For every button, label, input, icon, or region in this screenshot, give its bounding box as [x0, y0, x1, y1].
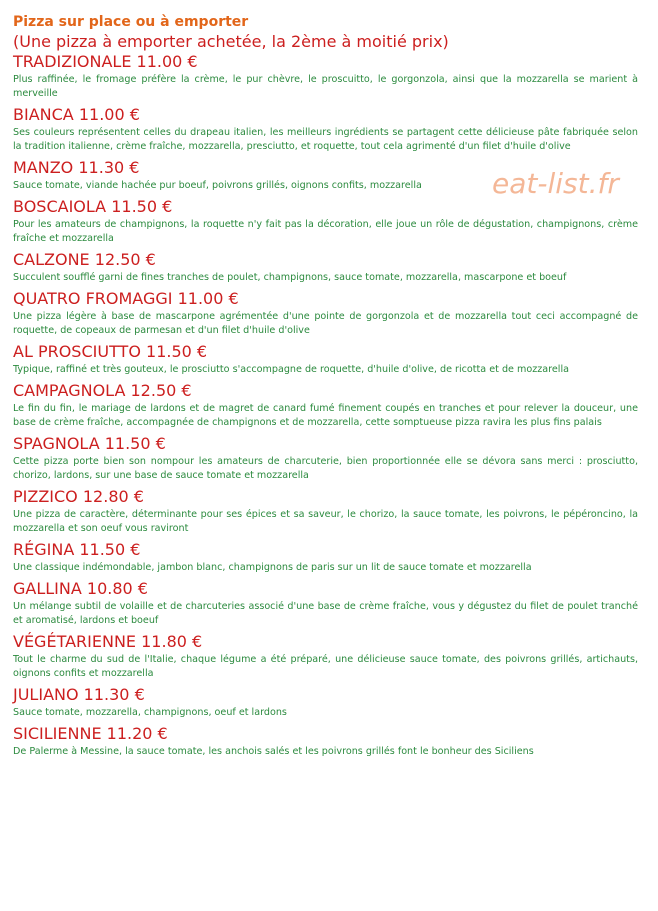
pizza-price: 11.00 €	[177, 289, 239, 308]
watermark-logo: eat-list.fr	[492, 167, 619, 200]
pizza-description: Plus raffinée, le fromage préfère la crème, le pur chèvre, le proscuitto, le gorgonzola, ainsi que la mozzarella se marient à merveille	[13, 74, 638, 99]
pizza-title	[13, 342, 638, 362]
pizza-name: BOSCAIOLA	[13, 197, 107, 216]
pizza-price: 11.00 €	[136, 52, 198, 71]
pizza-price: 10.80 €	[86, 579, 148, 598]
pizza-price: 11.50 €	[79, 540, 141, 559]
pizza-description: Une pizza de caractère, déterminante pour ses épices et sa saveur, le chorizo, la sauce tomate, les poivrons, le pépéroncino, la mozzarella et son oeuf vous raviront	[13, 509, 638, 534]
pizza-title	[13, 540, 638, 560]
pizza-description: Typique, raffiné et très gouteux, le prosciutto s'accompagne de roquette, d'huile d'olive, de ricotta et de mozzarella	[13, 364, 569, 375]
pizza-description: Ses couleurs représentent celles du drapeau italien, les meilleurs ingrédients se partagent cette délicieuse pâte fabriquée selon la tradition italienne, crème fraîche, mozzarella, presciutto, et roquette, tout cela agrimenté d'un filet d'huile d'olive	[13, 127, 638, 152]
pizza-description: Pour les amateurs de champignons, la roquette n'y fait pas la décoration, elle joue un rôle de dégustation, champignons, crème fraîche et mozzarella	[13, 219, 638, 244]
pizza-title	[13, 487, 638, 507]
pizza-description: Tout le charme du sud de l'Italie, chaque légume a été préparé, une délicieuse sauce tomate, des poivrons grillés, artichauts, oignons confits et mozzarella	[13, 654, 638, 679]
pizza-name: QUATRO FROMAGGI	[13, 289, 173, 308]
menu-item	[13, 540, 638, 575]
pizza-description: Une classique indémondable, jambon blanc, champignons de paris sur un lit de sauce tomate et mozzarella	[13, 562, 532, 573]
menu-item	[13, 289, 638, 338]
menu-page	[13, 12, 638, 763]
pizza-name: MANZO	[13, 158, 74, 177]
pizza-title	[13, 724, 638, 744]
pizza-price: 11.30 €	[83, 685, 145, 704]
pizza-name: RÉGINA	[13, 540, 75, 559]
pizza-name: PIZZICO	[13, 487, 78, 506]
pizza-description: Cette pizza porte bien son nompour les amateurs de charcuterie, bien proportionnée elle se dévora sans merci : prosciutto, chorizo, lardons, sur une base de sauce tomate et mozzarella	[13, 456, 638, 481]
pizza-title	[13, 105, 638, 125]
pizza-title	[13, 197, 638, 217]
menu-item	[13, 250, 638, 285]
pizza-price: 11.50 €	[104, 434, 166, 453]
pizza-name: CAMPAGNOLA	[13, 381, 126, 400]
pizza-price: 11.00 €	[78, 105, 140, 124]
pizza-price: 11.50 €	[146, 342, 208, 361]
pizza-title	[13, 289, 638, 309]
pizza-title	[13, 579, 638, 599]
pizza-price: 12.80 €	[82, 487, 144, 506]
pizza-price: 12.50 €	[94, 250, 156, 269]
pizza-description: Sauce tomate, viande hachée pur boeuf, poivrons grillés, oignons confits, mozzarella	[13, 180, 422, 191]
pizza-description: De Palerme à Messine, la sauce tomate, les anchois salés et les poivrons grillés font le bonheur des Siciliens	[13, 746, 534, 757]
menu-item	[13, 632, 638, 681]
pizza-title	[13, 52, 638, 72]
menu-title: Pizza sur place ou à emporter	[13, 14, 249, 30]
pizza-price: 11.30 €	[78, 158, 140, 177]
menu-item	[13, 487, 638, 536]
pizza-name: VÉGÉTARIENNE	[13, 632, 137, 651]
pizza-description: Un mélange subtil de volaille et de charcuteries associé d'une base de crème fraîche, vous y dégustez du filet de poulet tranché et aromatisé, lardons et boeuf	[13, 601, 638, 626]
pizza-name: SICILIENNE	[13, 724, 102, 743]
menu-item	[13, 197, 638, 246]
menu-item	[13, 724, 638, 759]
menu-item	[13, 105, 638, 154]
pizza-price: 11.80 €	[141, 632, 203, 651]
menu-item	[13, 579, 638, 628]
pizza-name: JULIANO	[13, 685, 79, 704]
menu-item	[13, 52, 638, 101]
menu-item	[13, 381, 638, 430]
pizza-description: Succulent soufflé garni de fines tranches de poulet, champignons, sauce tomate, mozzarella, mascarpone et boeuf	[13, 272, 567, 283]
pizza-description: Une pizza légère à base de mascarpone agrémentée d'une pointe de gorgonzola et de mozzarella tout ceci accompagné de roquette, de copeaux de parmesan et d'un filet d'huile d'olive	[13, 311, 638, 336]
pizza-title	[13, 632, 638, 652]
pizza-price: 11.50 €	[111, 197, 173, 216]
promo-text: (Une pizza à emporter achetée, la 2ème à moitié prix)	[13, 32, 449, 51]
pizza-name: SPAGNOLA	[13, 434, 100, 453]
menu-item	[13, 685, 638, 720]
pizza-name: GALLINA	[13, 579, 82, 598]
pizza-price: 11.20 €	[106, 724, 168, 743]
pizza-description: Le fin du fin, le mariage de lardons et de magret de canard fumé finement coupés en tranches et pour relever la douceur, une base de crème fraîche, accompagnée de champignons et de mozzarella, cette somptueuse pizza ravira les plus fins palais	[13, 403, 638, 428]
pizza-title	[13, 381, 638, 401]
pizza-name: CALZONE	[13, 250, 90, 269]
pizza-name: BIANCA	[13, 105, 74, 124]
pizza-title	[13, 250, 638, 270]
pizza-price: 12.50 €	[130, 381, 192, 400]
pizza-description: Sauce tomate, mozzarella, champignons, oeuf et lardons	[13, 707, 287, 718]
pizza-title	[13, 685, 638, 705]
pizza-name: AL PROSCIUTTO	[13, 342, 141, 361]
pizza-list	[13, 52, 638, 759]
pizza-title	[13, 434, 638, 454]
menu-item	[13, 434, 638, 483]
menu-item	[13, 342, 638, 377]
pizza-name: TRADIZIONALE	[13, 52, 132, 71]
